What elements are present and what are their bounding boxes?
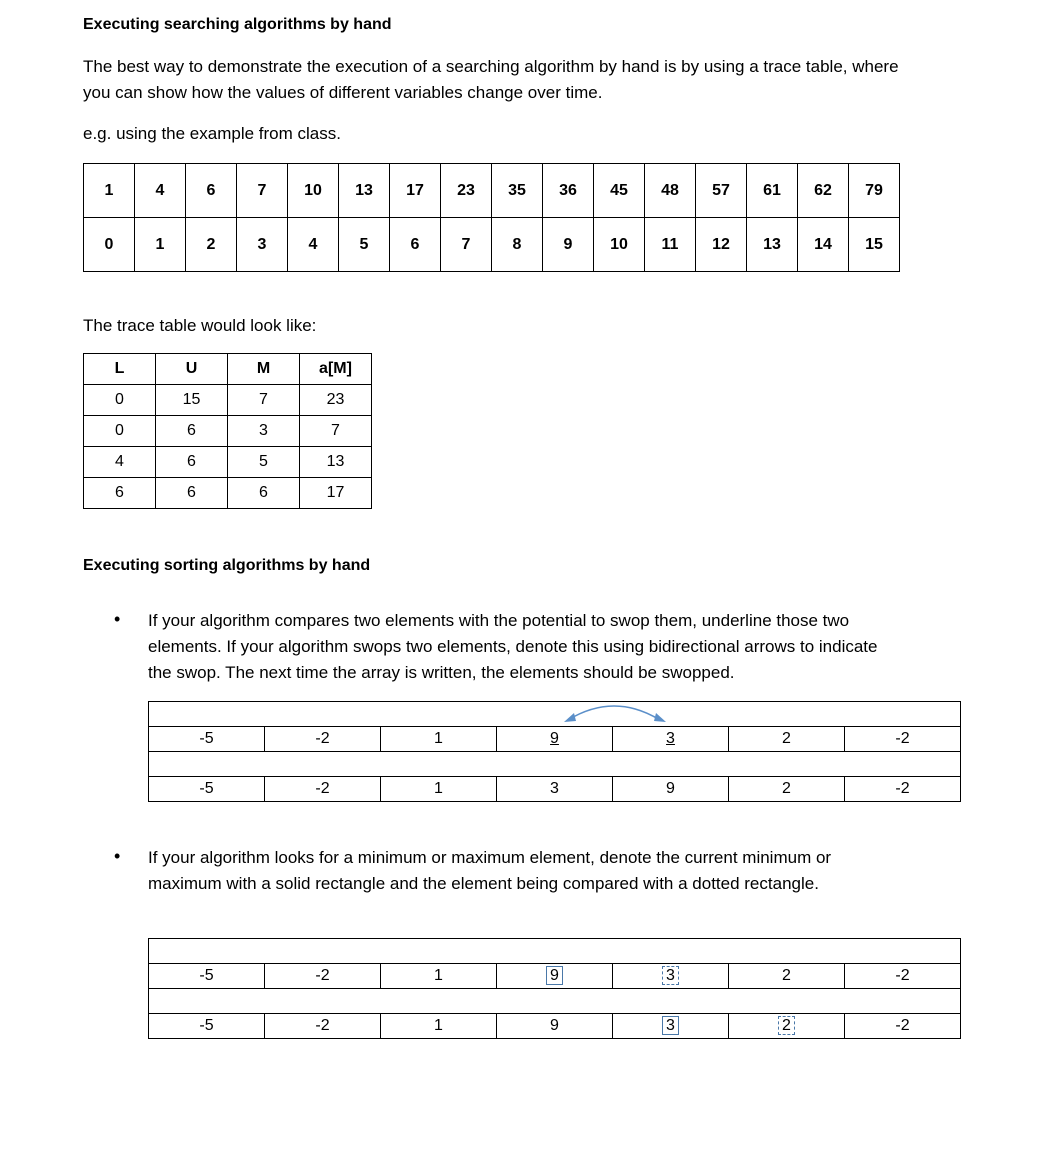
array-value-cell xyxy=(645,164,696,218)
trace-cell xyxy=(84,416,156,447)
trace-cell xyxy=(300,447,372,478)
array-value-cell-value: 6 xyxy=(206,181,216,199)
minmax-cell xyxy=(149,1014,265,1039)
array-indices-row xyxy=(84,218,900,272)
array-value-cell-value: 79 xyxy=(865,181,883,199)
swap-cell-value: 9 xyxy=(666,780,675,797)
trace-header-cell xyxy=(84,354,156,385)
array-value-cell xyxy=(339,164,390,218)
trace-header-cell xyxy=(300,354,372,385)
array-value-cell xyxy=(135,164,186,218)
array-index-cell xyxy=(186,218,237,272)
search-intro-line-2: you can show how the values of different variables change over time. xyxy=(83,83,603,102)
array-value-cell-value: 23 xyxy=(457,181,475,199)
minmax-cell-value: -5 xyxy=(199,1017,214,1034)
array-value-cell xyxy=(492,164,543,218)
minmax-cell xyxy=(613,1014,729,1039)
trace-cell-value: 17 xyxy=(326,484,345,501)
trace-cell-value: 6 xyxy=(187,484,196,501)
trace-cell xyxy=(300,385,372,416)
swap-cell xyxy=(845,777,961,802)
trace-cell-value: 0 xyxy=(115,422,124,439)
bullet-1-line-2: elements. If your algorithm swops two elements, denote this using bidirectional arrows to indicate xyxy=(148,637,878,656)
swap-row-before xyxy=(149,727,961,752)
trace-cell xyxy=(300,478,372,509)
array-value-cell xyxy=(747,164,798,218)
array-value-cell xyxy=(594,164,645,218)
minmax-cell xyxy=(381,964,497,989)
array-value-cell-value: 36 xyxy=(559,181,577,199)
trace-header-cell-value: a[M] xyxy=(319,360,352,377)
swap-cell xyxy=(149,727,265,752)
swap-cell-value: -2 xyxy=(315,730,330,747)
search-heading: Executing searching algorithms by hand xyxy=(83,16,392,33)
array-value-cell xyxy=(696,164,747,218)
trace-cell xyxy=(84,447,156,478)
minmax-cell-value: -5 xyxy=(199,967,214,984)
minmax-cell xyxy=(497,1014,613,1039)
minmax-cell xyxy=(149,964,265,989)
swap-cell xyxy=(497,777,613,802)
trace-header-cell xyxy=(228,354,300,385)
trace-cell-value: 6 xyxy=(115,484,124,501)
minmax-cell-value: -2 xyxy=(895,1017,910,1034)
array-index-cell xyxy=(849,218,900,272)
swap-cell xyxy=(613,727,729,752)
array-index-cell-value: 1 xyxy=(155,235,165,253)
array-index-cell-value: 5 xyxy=(359,235,369,253)
trace-header-cell xyxy=(156,354,228,385)
minmax-blank-row xyxy=(149,989,961,1014)
minmax-cell xyxy=(613,964,729,989)
array-value-cell xyxy=(441,164,492,218)
swap-cell xyxy=(613,777,729,802)
trace-cell xyxy=(156,447,228,478)
trace-cell xyxy=(156,478,228,509)
swap-cell-value: -2 xyxy=(895,730,910,747)
minmax-cell-value: -2 xyxy=(895,967,910,984)
trace-cell xyxy=(156,385,228,416)
trace-cell-value: 7 xyxy=(331,422,340,439)
array-value-cell xyxy=(390,164,441,218)
array-value-cell xyxy=(237,164,288,218)
trace-cell xyxy=(84,478,156,509)
bullet-1-icon: • xyxy=(114,609,121,629)
array-value-cell-value: 45 xyxy=(610,181,628,199)
trace-cell-value: 7 xyxy=(259,391,268,408)
array-index-cell-value: 6 xyxy=(410,235,420,253)
array-index-cell xyxy=(492,218,543,272)
array-index-cell xyxy=(747,218,798,272)
trace-cell-value: 3 xyxy=(259,422,268,439)
trace-cell-value: 13 xyxy=(326,453,345,470)
swap-cell xyxy=(265,777,381,802)
minmax-cell-value: -2 xyxy=(315,967,330,984)
array-index-cell xyxy=(135,218,186,272)
trace-cell xyxy=(228,385,300,416)
bullet-2-line-1: If your algorithm looks for a minimum or maximum element, denote the current minimum or xyxy=(148,848,832,867)
array-index-cell-value: 9 xyxy=(563,235,573,253)
array-index-cell-value: 8 xyxy=(512,235,522,253)
array-value-cell-value: 62 xyxy=(814,181,832,199)
swap-cell-value: 1 xyxy=(434,780,443,797)
swap-blank-row xyxy=(149,752,961,777)
minmax-cell xyxy=(729,1014,845,1039)
trace-cell xyxy=(300,416,372,447)
array-index-cell-value: 15 xyxy=(865,235,883,253)
minmax-cell-value: 9 xyxy=(550,1017,559,1034)
swap-cell-value: 2 xyxy=(782,780,791,797)
trace-cell-value: 6 xyxy=(187,422,196,439)
swap-cell-value: -2 xyxy=(315,780,330,797)
trace-cell-value: 4 xyxy=(115,453,124,470)
minmax-cell-value: 3 xyxy=(662,966,679,985)
trace-header-cell-value: M xyxy=(256,360,271,377)
swap-cell xyxy=(149,777,265,802)
array-index-cell-value: 10 xyxy=(610,235,628,253)
trace-row xyxy=(84,385,372,416)
swap-cell-value: 1 xyxy=(434,730,443,747)
search-intro-line-1: The best way to demonstrate the execution of a searching algorithm by hand is by using a trace table, where xyxy=(83,57,899,76)
array-index-cell xyxy=(237,218,288,272)
array-value-cell xyxy=(186,164,237,218)
array-index-cell-value: 12 xyxy=(712,235,730,253)
minmax-cell-value: 2 xyxy=(782,967,791,984)
array-index-cell-value: 0 xyxy=(104,235,114,253)
swap-cell xyxy=(497,727,613,752)
trace-cell xyxy=(156,416,228,447)
trace-header-row xyxy=(84,354,372,385)
bullet-2-line-2: maximum with a solid rectangle and the element being compared with a dotted rectangle. xyxy=(148,874,819,893)
minmax-cell-value: -2 xyxy=(315,1017,330,1034)
array-index-cell xyxy=(543,218,594,272)
swap-cell-value: 9 xyxy=(550,730,559,747)
trace-cell-value: 6 xyxy=(259,484,268,501)
swap-cell xyxy=(845,727,961,752)
trace-header-cell-value: U xyxy=(185,360,198,377)
trace-header-cell-value: L xyxy=(114,360,125,377)
sort-heading: Executing sorting algorithms by hand xyxy=(83,557,371,574)
array-index-cell xyxy=(339,218,390,272)
swap-cell xyxy=(729,777,845,802)
bullet-1-line-1: If your algorithm compares two elements with the potential to swop them, underline those two xyxy=(148,611,850,630)
array-values-row xyxy=(84,164,900,218)
trace-cell-value: 6 xyxy=(187,453,196,470)
trace-cell xyxy=(84,385,156,416)
minmax-cell-value: 3 xyxy=(662,1016,679,1035)
minmax-cell-value: 9 xyxy=(546,966,563,985)
array-index-cell-value: 7 xyxy=(461,235,471,253)
array-index-cell xyxy=(84,218,135,272)
array-index-cell xyxy=(696,218,747,272)
minmax-cell xyxy=(845,1014,961,1039)
bullet-2-icon: • xyxy=(114,846,121,866)
swap-row-after xyxy=(149,777,961,802)
minmax-blank-row xyxy=(149,939,961,964)
bullet-1-line-3: the swop. The next time the array is written, the elements should be swopped. xyxy=(148,663,735,682)
array-index-cell-value: 4 xyxy=(308,235,318,253)
array-index-cell xyxy=(288,218,339,272)
swap-cell xyxy=(381,727,497,752)
array-index-cell-value: 2 xyxy=(206,235,216,253)
array-value-cell-value: 57 xyxy=(712,181,730,199)
minmax-cell xyxy=(729,964,845,989)
minmax-cell xyxy=(265,1014,381,1039)
array-value-cell-value: 48 xyxy=(661,181,679,199)
swap-cell xyxy=(265,727,381,752)
array-index-cell-value: 11 xyxy=(661,235,679,253)
array-index-cell-value: 13 xyxy=(763,235,781,253)
array-value-cell xyxy=(288,164,339,218)
array-value-cell-value: 1 xyxy=(104,181,114,199)
array-index-cell xyxy=(798,218,849,272)
array-value-cell-value: 61 xyxy=(763,181,781,199)
array-value-cell xyxy=(849,164,900,218)
minmax-cell xyxy=(497,964,613,989)
example-caption: e.g. using the example from class. xyxy=(83,124,341,143)
swap-cell-value: -2 xyxy=(895,780,910,797)
swap-cell-value: 3 xyxy=(666,730,675,747)
array-value-cell-value: 7 xyxy=(257,181,267,199)
trace-cell-value: 5 xyxy=(259,453,268,470)
array-index-cell-value: 14 xyxy=(814,235,832,253)
swap-cell-value: -5 xyxy=(199,730,214,747)
array-index-cell xyxy=(390,218,441,272)
trace-row xyxy=(84,416,372,447)
array-value-cell xyxy=(798,164,849,218)
trace-cell xyxy=(228,478,300,509)
trace-table xyxy=(83,353,372,509)
minmax-table xyxy=(148,938,961,1039)
array-index-cell-value: 3 xyxy=(257,235,267,253)
swap-arrow-icon xyxy=(550,698,680,728)
minmax-row-2 xyxy=(149,1014,961,1039)
array-value-cell-value: 17 xyxy=(406,181,424,199)
array-value-cell-value: 4 xyxy=(155,181,165,199)
array-value-cell-value: 35 xyxy=(508,181,526,199)
minmax-cell-value: 1 xyxy=(434,1017,443,1034)
minmax-cell xyxy=(845,964,961,989)
minmax-cell-value: 2 xyxy=(778,1016,795,1035)
trace-cell xyxy=(228,416,300,447)
array-value-cell xyxy=(84,164,135,218)
minmax-cell xyxy=(265,964,381,989)
trace-row xyxy=(84,447,372,478)
minmax-cell xyxy=(381,1014,497,1039)
array-value-cell-value: 13 xyxy=(355,181,373,199)
minmax-cell-value: 1 xyxy=(434,967,443,984)
trace-intro: The trace table would look like: xyxy=(83,316,317,335)
swap-cell xyxy=(381,777,497,802)
trace-row xyxy=(84,478,372,509)
swap-cell-value: 3 xyxy=(550,780,559,797)
array-index-cell xyxy=(645,218,696,272)
trace-cell-value: 23 xyxy=(326,391,345,408)
minmax-row-1 xyxy=(149,964,961,989)
array-index-cell xyxy=(441,218,492,272)
array-value-cell xyxy=(543,164,594,218)
trace-cell-value: 0 xyxy=(115,391,124,408)
trace-cell xyxy=(228,447,300,478)
swap-cell xyxy=(729,727,845,752)
search-array-table xyxy=(83,163,900,272)
array-index-cell xyxy=(594,218,645,272)
trace-cell-value: 15 xyxy=(182,391,201,408)
array-value-cell-value: 10 xyxy=(304,181,322,199)
swap-cell-value: -5 xyxy=(199,780,214,797)
swap-cell-value: 2 xyxy=(782,730,791,747)
